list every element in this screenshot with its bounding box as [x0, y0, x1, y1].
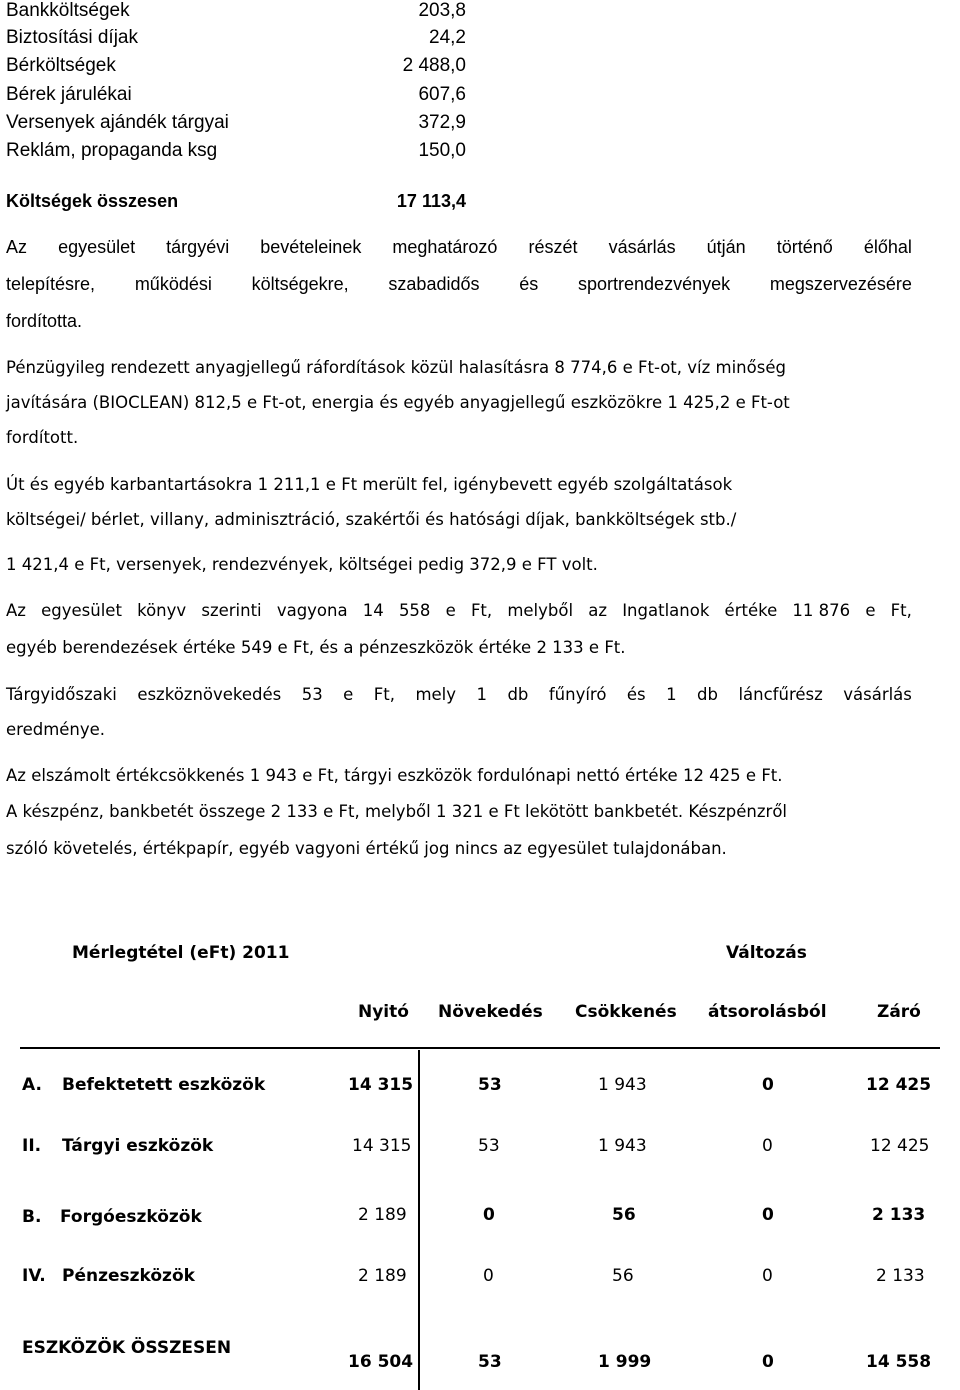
text-line: szóló követelés, értékpapír, egyéb vagyoni értékű jog nincs az egyesület tulajdonában.	[6, 839, 727, 858]
total-label: ESZKÖZÖK ÖSSZESEN	[22, 1338, 232, 1358]
word: 14	[362, 601, 384, 620]
cost-total-label: Költségek összesen	[6, 191, 179, 211]
word: Ft,	[470, 601, 493, 620]
row-code: II.	[22, 1136, 42, 1156]
word: és	[519, 274, 539, 294]
cell-value: 2 133	[876, 1266, 925, 1286]
cell-value: 1 943	[598, 1136, 647, 1156]
word: 53	[301, 685, 323, 704]
word: élőhal	[863, 237, 912, 257]
word: vásárlás	[608, 237, 676, 257]
column-header: Záró	[877, 1002, 921, 1022]
cell-value: 1 943	[598, 1075, 647, 1095]
word: mely	[415, 685, 457, 704]
cell-value: 0	[762, 1075, 774, 1095]
cell-value: 56	[612, 1266, 634, 1286]
cost-row	[6, 112, 476, 138]
cell-value: 0	[762, 1266, 773, 1286]
word: Ingatlanok	[622, 601, 710, 620]
cell-value: 2 189	[358, 1266, 407, 1286]
cell-value: 2 133	[872, 1205, 926, 1225]
text-line: javítására (BIOCLEAN) 812,5 e Ft-ot, energia és egyéb anyagjellegű eszközökre 1 425,2 e Ft-ot	[6, 393, 790, 412]
table-title: Mérlegtétel (eFt) 2011	[72, 943, 290, 963]
word: Tárgyidőszaki	[6, 685, 117, 704]
word: e	[343, 685, 354, 704]
cell-value: 0	[762, 1136, 773, 1156]
justified-line	[6, 601, 912, 620]
word: működési	[134, 274, 212, 294]
word: melyből	[507, 601, 574, 620]
word: láncfűrész	[738, 685, 823, 704]
table-rule	[20, 1047, 940, 1049]
text-line: A készpénz, bankbetét összege 2 133 e Ft, melyből 1 321 e Ft lekötött bankbetét. Készpénzről	[6, 802, 788, 821]
row-code: A.	[22, 1075, 42, 1095]
cost-value: 2 488,0	[402, 55, 466, 76]
word: telepítésre,	[6, 274, 96, 294]
column-header: átsorolásból	[708, 1002, 827, 1022]
text-line: Út és egyéb karbantartásokra 1 211,1 e Ft merült fel, igénybevett egyéb szolgáltatások	[6, 475, 733, 494]
word: könyv	[137, 601, 187, 620]
row-label: Tárgyi eszközök	[62, 1136, 214, 1156]
word: meghatározó	[392, 237, 498, 257]
word: történő	[776, 237, 833, 257]
column-header: Csökkenés	[575, 1002, 677, 1022]
word: Ft,	[373, 685, 395, 704]
row-code: B.	[22, 1207, 42, 1227]
total-value: 53	[478, 1352, 502, 1372]
word: az	[588, 601, 608, 620]
cell-value: 0	[483, 1205, 495, 1225]
word: részét	[528, 237, 578, 257]
word: 558	[398, 601, 431, 620]
word: vagyona	[276, 601, 348, 620]
word: értéke	[724, 601, 778, 620]
word: db	[507, 685, 529, 704]
word: eszköznövekedés	[137, 685, 282, 704]
column-divider	[418, 1050, 420, 1390]
justified-line	[6, 237, 912, 258]
column-header: Növekedés	[438, 1002, 543, 1022]
cell-value: 12 425	[870, 1136, 930, 1156]
cost-row	[6, 140, 476, 166]
word: útján	[706, 237, 746, 257]
row-label: Pénzeszközök	[62, 1266, 195, 1286]
word: db	[697, 685, 718, 704]
cost-label: Bankköltségek	[6, 0, 130, 21]
cost-value: 607,6	[418, 84, 466, 105]
word: bevételeinek	[260, 237, 362, 257]
balance-table	[0, 900, 960, 1390]
total-value: 16 504	[348, 1352, 414, 1372]
cost-label: Bérek járulékai	[6, 84, 132, 105]
word: 1	[666, 685, 677, 704]
cost-row	[6, 55, 476, 81]
justified-line	[6, 274, 912, 295]
column-header: Nyitó	[358, 1002, 409, 1022]
cost-value: 24,2	[429, 27, 466, 48]
cell-value: 0	[483, 1266, 494, 1286]
cell-value: 12 425	[866, 1075, 932, 1095]
text-line: eredménye.	[6, 720, 106, 739]
cost-value: 372,9	[418, 112, 466, 133]
word: szabadidős	[388, 274, 480, 294]
word: sportrendezvények	[578, 274, 731, 294]
text-line: fordította.	[6, 311, 83, 331]
text-line: Az elszámolt értékcsökkenés 1 943 e Ft, tárgyi eszközök fordulónapi nettó értéke 12 425 e Ft.	[6, 766, 783, 785]
text-line: 1 421,4 e Ft, versenyek, rendezvények, költségei pedig 372,9 e FT volt.	[6, 555, 598, 574]
cost-total-value: 17 113,4	[396, 191, 466, 211]
word: és	[626, 685, 646, 704]
word: tárgyévi	[166, 237, 230, 257]
word: megszervezésére	[769, 274, 912, 294]
word: fűnyíró	[548, 685, 607, 704]
total-value: 0	[762, 1352, 774, 1372]
cost-value: 203,8	[418, 0, 466, 21]
word: egyesület	[58, 237, 136, 257]
total-value: 1 999	[598, 1352, 652, 1372]
cost-label: Bérköltségek	[6, 55, 116, 76]
row-code: IV.	[22, 1266, 46, 1286]
word: Ft,	[890, 601, 912, 620]
cost-label: Versenyek ajándék tárgyai	[6, 112, 229, 133]
row-label: Befektetett eszközök	[62, 1075, 266, 1095]
text-line: egyéb berendezések értéke 549 e Ft, és a pénzeszközök értéke 2 133 e Ft.	[6, 638, 626, 657]
cell-value: 14 315	[352, 1136, 412, 1156]
cell-value: 2 189	[358, 1205, 407, 1225]
cost-label: Biztosítási díjak	[6, 27, 138, 48]
cell-value: 53	[478, 1136, 500, 1156]
text-line: fordított.	[6, 428, 79, 447]
cell-value: 53	[478, 1075, 502, 1095]
word: 1	[476, 685, 487, 704]
cell-value: 14 315	[348, 1075, 414, 1095]
word: e	[865, 601, 876, 620]
cost-row	[6, 27, 476, 53]
word: e	[445, 601, 456, 620]
row-label: Forgóeszközök	[60, 1207, 202, 1227]
word: költségekre,	[251, 274, 349, 294]
word: Az	[6, 601, 26, 620]
cost-label: Reklám, propaganda ksg	[6, 140, 218, 161]
justified-line	[6, 685, 912, 704]
word: szerinti	[201, 601, 262, 620]
text-line: Pénzügyileg rendezett anyagjellegű ráfordítások közül halasításra 8 774,6 e Ft-ot, víz minőség	[6, 358, 786, 377]
cell-value: 0	[762, 1205, 774, 1225]
word: egyesület	[41, 601, 122, 620]
word: Az	[6, 237, 28, 257]
cell-value: 56	[612, 1205, 636, 1225]
change-header: Változás	[726, 943, 807, 963]
word: 11 876	[792, 601, 851, 620]
word: vásárlás	[843, 685, 912, 704]
cost-row	[6, 84, 476, 110]
cost-row	[6, 0, 476, 26]
cost-total-row	[6, 191, 476, 217]
total-value: 14 558	[866, 1352, 932, 1372]
cost-value: 150,0	[418, 140, 466, 161]
text-line: költségei/ bérlet, villany, adminisztráció, szakértői és hatósági díjak, bankköltségek stb./	[6, 510, 737, 529]
